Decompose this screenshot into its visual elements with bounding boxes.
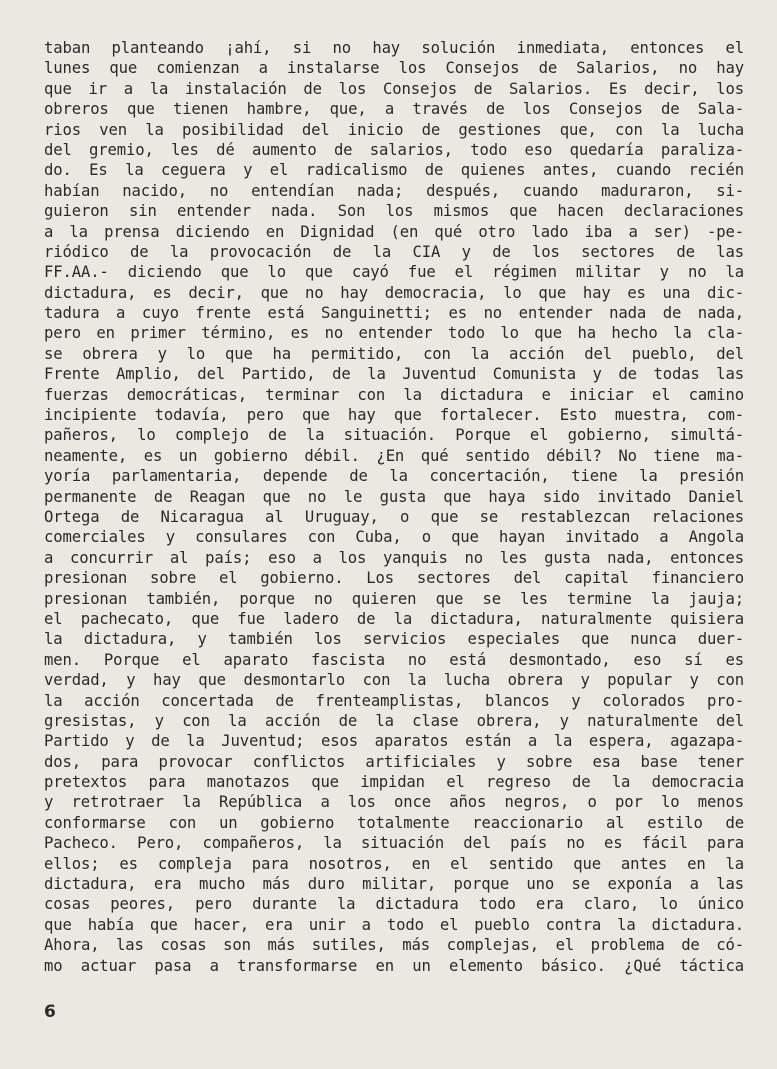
- text-line: men. Porque el aparato fascista no está desmontado, eso sí es: [44, 650, 744, 669]
- text-line: guieron sin entender nada. Son los mismos que hacen declaraciones: [44, 202, 744, 221]
- text-line: tadura a cuyo frente está Sanguinetti; es no entender nada de nada,: [44, 304, 744, 323]
- text-line: que ir a la instalación de los Consejos de Salarios. Es decir, los: [44, 79, 744, 98]
- text-line: a concurrir al país; eso a los yanquis no les gusta nada, entonces: [44, 548, 744, 567]
- text-line: riódico de la provocación de la CIA y de los sectores de las: [44, 242, 744, 261]
- text-line: yoría parlamentaria, depende de la concertación, tiene la presión: [44, 467, 744, 486]
- text-line: fuerzas democráticas, terminar con la dictadura e iniciar el camino: [44, 385, 744, 404]
- text-line: ellos; es compleja para nosotros, en el sentido que antes en la: [44, 854, 744, 873]
- text-line: conformarse con un gobierno totalmente reaccionario al estilo de: [44, 813, 744, 832]
- text-line: Partido y de la Juventud; esos aparatos están a la espera, agazapa-: [44, 732, 744, 751]
- text-line: Frente Amplio, del Partido, de la Juventud Comunista y de todas las: [44, 365, 744, 384]
- text-line: comerciales y consulares con Cuba, o que hayan invitado a Angola: [44, 528, 744, 547]
- body-text: [44, 38, 744, 976]
- text-line: la acción concertada de frenteamplistas, blancos y colorados pro-: [44, 691, 744, 710]
- text-line: do. Es la ceguera y el radicalismo de quienes antes, cuando recién: [44, 161, 744, 180]
- text-line: gresistas, y con la acción de la clase obrera, y naturalmente del: [44, 711, 744, 730]
- text-line: presionan sobre el gobierno. Los sectores del capital financiero: [44, 569, 744, 588]
- text-line: pretextos para manotazos que impidan el regreso de la democracia: [44, 773, 744, 792]
- text-line: dictadura, era mucho más duro militar, porque uno se exponía a las: [44, 875, 744, 894]
- text-line: a la prensa diciendo en Dignidad (en qué otro lado iba a ser) -pe-: [44, 222, 744, 241]
- text-line: presionan también, porque no quieren que se les termine la jauja;: [44, 589, 744, 608]
- text-line: neamente, es un gobierno débil. ¿En qué sentido débil? No tiene ma-: [44, 446, 744, 465]
- text-line: Ortega de Nicaragua al Uruguay, o que se restablezcan relaciones: [44, 507, 744, 526]
- text-line: la dictadura, y también los servicios especiales que nunca duer-: [44, 630, 744, 649]
- text-line: taban planteando ¡ahí, si no hay solución inmediata, entonces el: [44, 39, 744, 57]
- text-line: Pacheco. Pero, compañeros, la situación del país no es fácil para: [44, 834, 744, 853]
- text-line: y retrotraer la República a los once años negros, o por lo menos: [44, 793, 744, 812]
- text-line: habían nacido, no entendían nada; después, cuando maduraron, si-: [44, 181, 744, 200]
- text-line: FF.AA.- diciendo que lo que cayó fue el régimen militar y no la: [44, 263, 744, 282]
- text-line: el pachecato, que fue ladero de la dictadura, naturalmente quisiera: [44, 609, 744, 628]
- text-line: se obrera y lo que ha permitido, con la acción del pueblo, del: [44, 344, 744, 363]
- text-line: mo actuar pasa a transformarse en un elemento básico. ¿Qué táctica: [44, 956, 744, 975]
- text-line: que había que hacer, era unir a todo el pueblo contra la dictadura.: [44, 915, 744, 934]
- text-line: Ahora, las cosas son más sutiles, más complejas, el problema de có-: [44, 936, 744, 955]
- text-line: verdad, y hay que desmontarlo con la lucha obrera y popular y con: [44, 671, 744, 690]
- text-line: del gremio, les dé aumento de salarios, todo eso quedaría paraliza-: [44, 140, 744, 159]
- text-line: lunes que comienzan a instalarse los Consejos de Salarios, no hay: [44, 59, 744, 78]
- text-line: incipiente todavía, pero que hay que fortalecer. Esto muestra, com-: [44, 406, 744, 425]
- text-line: obreros que tienen hambre, que, a través de los Consejos de Sala-: [44, 100, 744, 119]
- text-line: pañeros, lo complejo de la situación. Porque el gobierno, simultá-: [44, 426, 744, 445]
- text-line: dictadura, es decir, que no hay democracia, lo que hay es una dic-: [44, 283, 744, 302]
- text-line: dos, para provocar conflictos artificiales y sobre esa base tener: [44, 752, 744, 771]
- text-line: pero en primer término, es no entender todo lo que ha hecho la cla-: [44, 324, 744, 343]
- page-number: 6: [44, 1002, 56, 1022]
- text-line: permanente de Reagan que no le gusta que haya sido invitado Daniel: [44, 487, 744, 506]
- text-line: rios ven la posibilidad del inicio de gestiones que, con la lucha: [44, 120, 744, 139]
- text-line: cosas peores, pero durante la dictadura todo era claro, lo único: [44, 895, 744, 914]
